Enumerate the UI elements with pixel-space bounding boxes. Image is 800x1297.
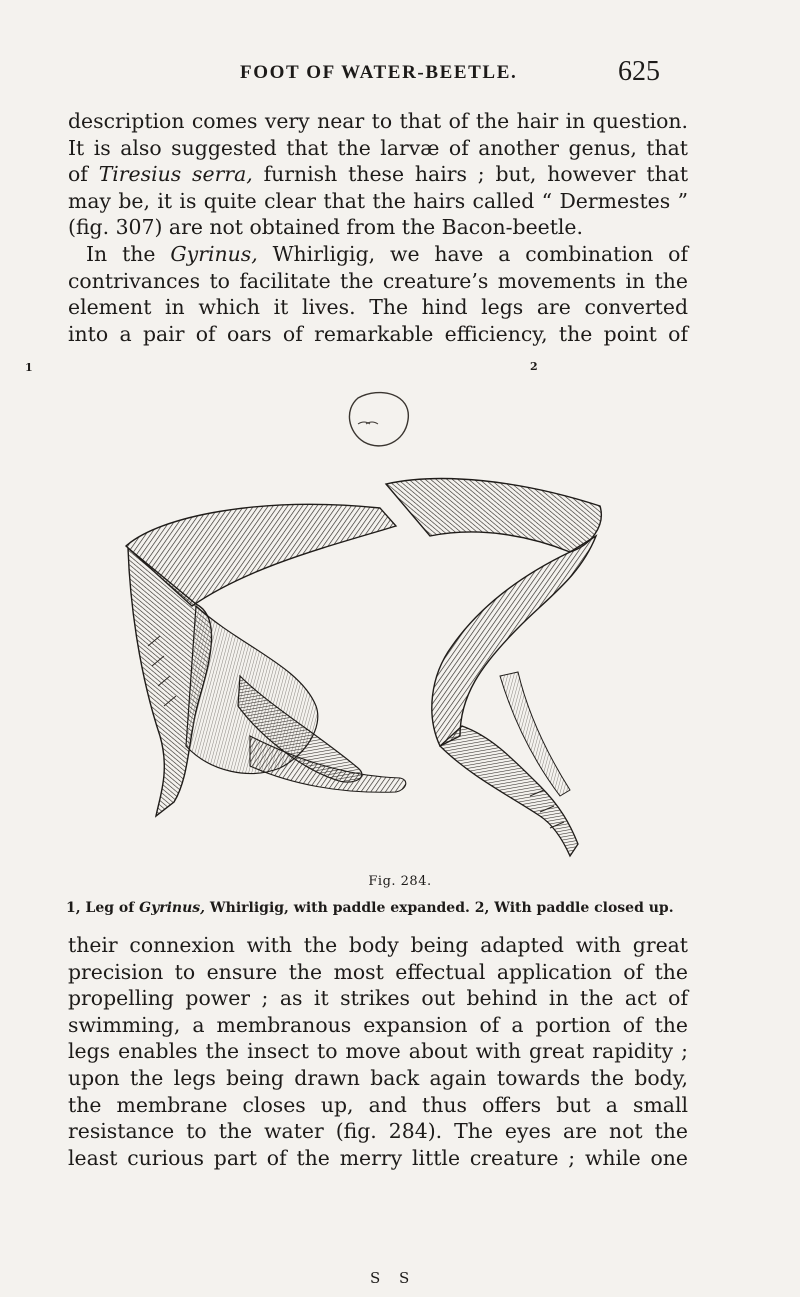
genus-name: Gyrinus, — [170, 241, 258, 266]
running-head — [0, 56, 800, 90]
text-line: contrivances to facilitate the creature’s movements in the — [68, 268, 688, 293]
caption-genus: Gyrinus, — [139, 900, 206, 916]
text-line: (fig. 307) are not obtained from the Bacon-beetle. — [68, 215, 583, 240]
text-fragment: Whirligig, we have a combination of — [272, 241, 688, 266]
text-line: into a pair of oars of remarkable efficiency, the point of — [68, 321, 688, 346]
text-line — [68, 161, 688, 188]
text-line: It is also suggested that the larvæ of another genus, that — [68, 135, 688, 160]
paragraph-top — [68, 108, 688, 347]
figure-label-1: 1 — [25, 361, 33, 374]
caption-text: Whirligig, with paddle expanded. 2, With paddle closed up. — [209, 900, 674, 916]
whirligig-leg-engraving — [100, 376, 660, 866]
figure-label-2: 2 — [530, 360, 538, 373]
species-name: Tiresius serra, — [98, 162, 253, 187]
text-line: upon the legs being drawn back again towards the body, — [68, 1065, 688, 1090]
text-line — [68, 241, 688, 268]
figure-illustration — [100, 376, 660, 866]
text-line: the membrane closes up, and thus offers but a small — [68, 1092, 688, 1117]
text-line: may be, it is quite clear that the hairs called “ Dermestes ” — [68, 188, 688, 213]
caption-text: 1, Leg of — [66, 900, 135, 916]
page-number: 625 — [618, 56, 660, 87]
text-line: precision to ensure the most effectual application of the — [68, 959, 688, 984]
body-segment-icon — [349, 393, 408, 446]
text-line: legs enables the insect to move about with great rapidity ; — [68, 1039, 688, 1064]
text-line: least curious part of the merry little creature ; while one — [68, 1145, 688, 1170]
figure-caption — [66, 900, 706, 916]
text-line: element in which it lives. The hind legs are converted — [68, 295, 688, 320]
text-line: swimming, a membranous expansion of a portion of the — [68, 1012, 688, 1037]
paragraph-bottom — [68, 932, 688, 1171]
leg-closed — [386, 479, 601, 856]
text-line: their connexion with the body being adapted with great — [68, 933, 688, 957]
leg-expanded — [126, 504, 406, 816]
text-fragment: furnish these hairs ; but, however that — [263, 162, 689, 187]
text-line: description comes very near to that of the hair in question. — [68, 109, 688, 133]
text-line: propelling power ; as it strikes out behind in the act of — [68, 986, 688, 1011]
signature-mark: S S — [370, 1269, 417, 1287]
text-fragment: of — [68, 162, 88, 187]
text-line: resistance to the water (fig. 284). The eyes are not the — [68, 1119, 688, 1144]
figure-number: Fig. 284. — [368, 874, 432, 889]
running-title: FOOT OF WATER-BEETLE. — [240, 62, 518, 83]
text-fragment: In the — [86, 241, 156, 266]
